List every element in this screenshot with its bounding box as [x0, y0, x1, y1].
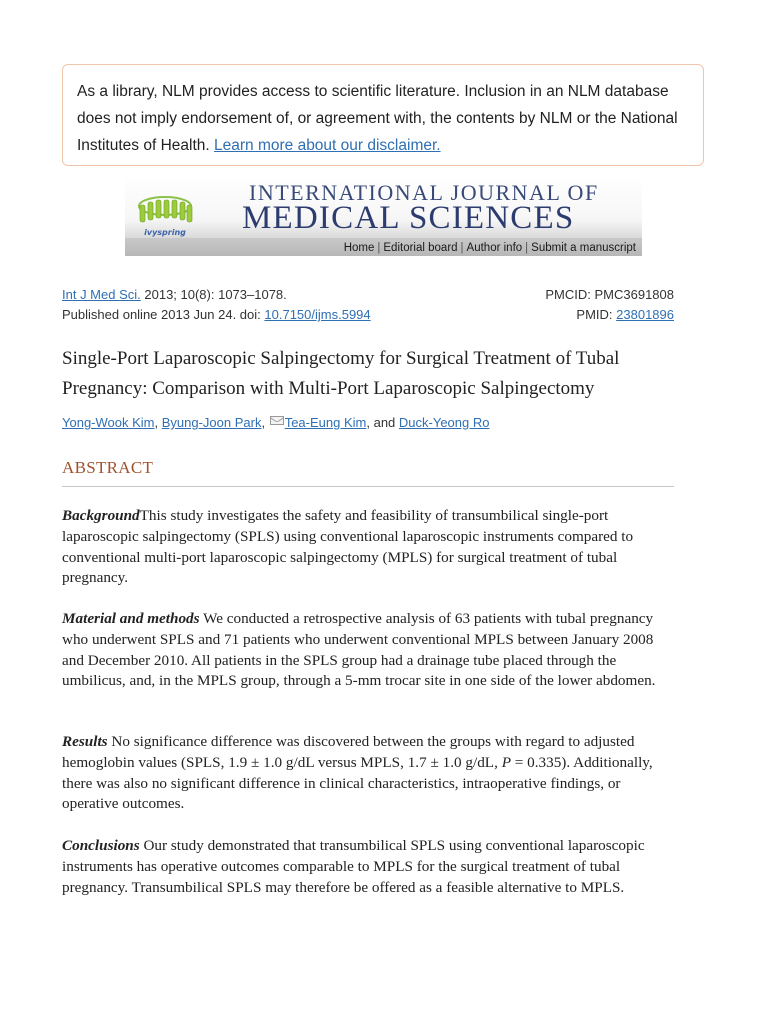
conclusions-label: Conclusions — [62, 837, 140, 854]
disclaimer-text: As a library, NLM provides access to scientific literature. Inclusion in an NLM database does not imply endorsement of, or agreement with, the contents by NLM or the National Institutes of Health. — [77, 83, 678, 154]
mail-icon[interactable] — [270, 416, 284, 425]
author-link[interactable]: Duck-Yeong Ro — [398, 415, 490, 430]
author-link[interactable]: Byung-Joon Park — [161, 415, 262, 430]
methods-text: We conducted a retrospective analysis of 63 patients with tubal pregnancy who underwent SPLS and 71 patients who underwent conventional MPLS between January 2008 and December 2010. All patients in the SPLS group had a drainage tube placed through the umbilicus, and, in the MPLS group, through a 5-mm trocar site in one side of the lower abdomen. — [62, 610, 656, 690]
published-text: Published online 2013 Jun 24. doi: — [62, 307, 261, 322]
conclusions-text: Our study demonstrated that transumbilical SPLS using conventional laparoscopic instruments has operative outcomes comparable to MPLS for the surgical treatment of tubal pregnancy. Transumbilical SPLS may therefore be offered as a feasible alternative to MPLS. — [62, 837, 645, 896]
background-label: Background — [62, 507, 140, 524]
nav-home[interactable]: Home — [343, 242, 375, 254]
banner-nav — [344, 242, 636, 254]
nav-separator: | — [525, 242, 529, 254]
disclaimer-link[interactable]: Learn more about our disclaimer. — [214, 137, 441, 154]
pmid-label: PMID: — [576, 307, 613, 322]
article-title: Single-Port Laparoscopic Salpingectomy for Surgical Treatment of Tubal Pregnancy: Comparison with Multi-Port Laparoscopic Salpingectomy — [62, 348, 620, 399]
abstract-results — [62, 732, 674, 815]
logo-text: ivyspring — [144, 228, 186, 237]
methods-label: Material and methods — [62, 610, 200, 627]
journal-title-line1: INTERNATIONAL JOURNAL OF — [249, 180, 599, 205]
abstract-methods — [62, 609, 674, 692]
author-link[interactable]: Tea-Eung Kim — [284, 415, 367, 430]
pmid-link[interactable]: 23801896 — [616, 307, 674, 322]
abstract-heading: ABSTRACT — [62, 458, 674, 487]
author-separator: , — [154, 415, 162, 430]
abstract-conclusions — [62, 836, 674, 898]
results-text-b: = 0.335). Additionally, there was also no significant difference in clinical characteristics, intraoperative findings, or operative outcomes. — [62, 753, 653, 813]
results-p-symbol: P — [501, 753, 511, 771]
abstract-background — [62, 506, 674, 589]
nav-editorial-board[interactable]: Editorial board — [383, 242, 458, 254]
published-line — [62, 307, 674, 322]
citation-text: 2013; 10(8): 1073–1078. — [144, 287, 287, 302]
nav-separator: | — [460, 242, 464, 254]
disclaimer-box — [62, 64, 704, 166]
author-link[interactable]: Yong-Wook Kim — [62, 415, 155, 430]
journal-logo-icon — [131, 192, 199, 242]
author-list — [62, 415, 489, 430]
nav-author-info[interactable]: Author info — [466, 242, 523, 254]
journal-banner — [125, 176, 642, 256]
author-separator: , — [261, 415, 269, 430]
journal-title-line2: MEDICAL SCIENCES — [242, 200, 575, 236]
pmcid: PMCID: PMC3691808 — [545, 287, 674, 302]
citation-line — [62, 287, 674, 302]
background-text: This study investigates the safety and feasibility of transumbilical single-port laparoscopic salpingectomy (SPLS) using conventional laparoscopic instruments compared to conventional multi-port laparoscopic salpingectomy (MPLS) for surgical treatment of tubal pregnancy. — [62, 507, 634, 587]
results-label: Results — [62, 733, 108, 750]
nav-separator: | — [377, 242, 381, 254]
author-and: , and — [366, 415, 399, 430]
doi-link[interactable]: 10.7150/ijms.5994 — [264, 307, 371, 322]
nav-submit-manuscript[interactable]: Submit a manuscript — [531, 242, 636, 254]
pmid-group — [576, 307, 674, 322]
results-text-a: No significance difference was discovered between the groups with regard to adjusted hemoglobin values (SPLS, 1.9 ± 1.0 g/dL versus MPLS, 1.7 ± 1.0 g/dL, — [62, 733, 635, 771]
journal-link[interactable]: Int J Med Sci. — [62, 287, 141, 302]
